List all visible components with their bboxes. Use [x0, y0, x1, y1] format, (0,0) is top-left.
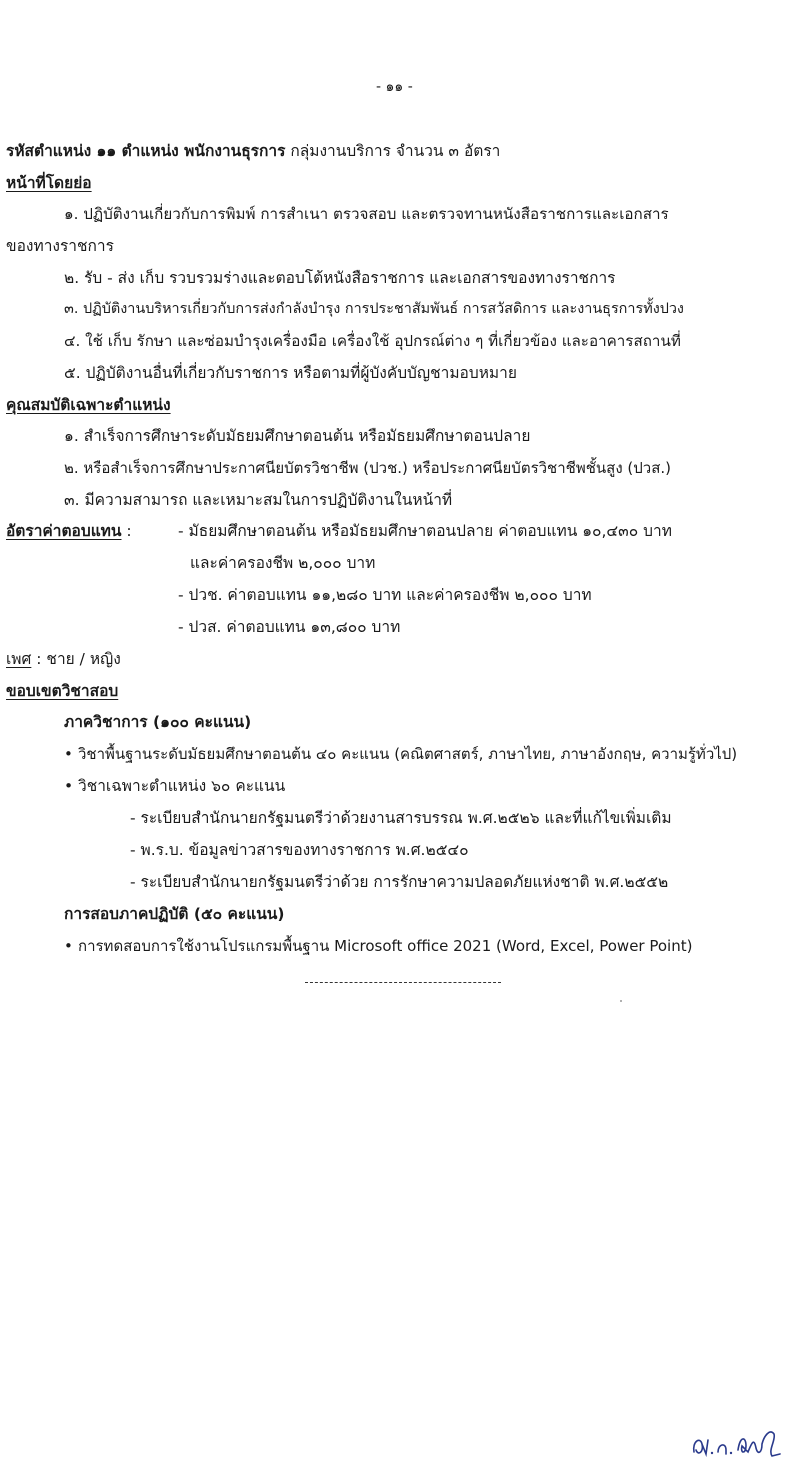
duty-item-continuation: ของทางราชการ — [6, 237, 114, 255]
duty-item: ๑. ปฏิบัติงานเกี่ยวกับการพิมพ์ การสำเนา ตรวจสอบ และตรวจทานหนังสือราชการและเอกสาร — [64, 205, 669, 223]
academic-section-heading: ภาควิชาการ (๑๐๐ คะแนน) — [64, 713, 252, 731]
specific-subject-item: - ระเบียบสำนักนายกรัฐมนตรีว่าด้วยงานสารบรรณ พ.ศ.๒๕๒๖ และที่แก้ไขเพิ่มเติม — [130, 809, 672, 827]
page-number: - ๑๑ - — [376, 79, 413, 95]
gender-label: เพศ — [6, 650, 32, 668]
duties-heading: หน้าที่โดยย่อ — [6, 174, 92, 192]
specific-subject-item: - ระเบียบสำนักนายกรัฐมนตรีว่าด้วย การรักษาความปลอดภัยแห่งชาติ พ.ศ.๒๕๕๒ — [130, 873, 669, 891]
gender-value: : ชาย / หญิง — [31, 650, 121, 668]
compensation-item-continuation: และค่าครองชีพ ๒,๐๐๐ บาท — [190, 554, 376, 572]
signature-initials — [688, 1422, 788, 1462]
qualifications-heading: คุณสมบัติเฉพาะตำแหน่ง — [6, 396, 171, 414]
compensation-label — [6, 520, 132, 542]
scan-speck — [620, 1000, 622, 1002]
specific-subject-item: - พ.ร.บ. ข้อมูลข่าวสารของทางราชการ พ.ศ.๒๕๔๐ — [130, 841, 469, 859]
duty-item: ๒. รับ - ส่ง เก็บ รวบรวมร่างและตอบโต้หนังสือราชการ และเอกสารของทางราชการ — [64, 269, 616, 287]
qualification-item: ๒. หรือสำเร็จการศึกษาประกาศนียบัตรวิชาชีพ (ปวช.) หรือประกาศนียบัตรวิชาชีพชั้นสูง (ปวส.) — [64, 459, 671, 477]
position-group-count: กลุ่มงานบริการ จำนวน ๓ อัตรา — [285, 142, 501, 160]
practical-section-heading: การสอบภาคปฏิบัติ (๕๐ คะแนน) — [64, 905, 285, 923]
gender-line — [6, 648, 121, 670]
compensation-colon: : — [121, 522, 132, 540]
compensation-item: - มัธยมศึกษาตอนต้น หรือมัธยมศึกษาตอนปลาย ค่าตอบแทน ๑๐,๔๓๐ บาท — [178, 522, 672, 540]
academic-specific-subject: • วิชาเฉพาะตำแหน่ง ๖๐ คะแนน — [64, 775, 285, 797]
academic-general-subject: • วิชาพื้นฐานระดับมัธยมศึกษาตอนต้น ๔๐ คะแนน (คณิตศาสตร์, ภาษาไทย, ภาษาอังกฤษ, ความรู้ทั่วไป) — [64, 743, 737, 765]
position-header — [6, 140, 500, 162]
compensation-item: - ปวช. ค่าตอบแทน ๑๑,๒๘๐ บาท และค่าครองชีพ ๒,๐๐๐ บาท — [178, 586, 592, 604]
qualification-item: ๑. สำเร็จการศึกษาระดับมัธยมศึกษาตอนต้น หรือมัธยมศึกษาตอนปลาย — [64, 427, 531, 445]
duty-item: ๔. ใช้ เก็บ รักษา และซ่อมบำรุงเครื่องมือ เครื่องใช้ อุปกรณ์ต่าง ๆ ที่เกี่ยวข้อง และอาคารสถานที่ — [64, 332, 681, 350]
duty-item: ๕. ปฏิบัติงานอื่นที่เกี่ยวกับราชการ หรือตามที่ผู้บังคับบัญชามอบหมาย — [64, 364, 517, 382]
practical-exam-item: • การทดสอบการใช้งานโปรแกรมพื้นฐาน Microsoft office 2021 (Word, Excel, Power Point) — [64, 935, 692, 957]
compensation-item: - ปวส. ค่าตอบแทน ๑๓,๘๐๐ บาท — [178, 618, 401, 636]
section-divider — [305, 982, 501, 983]
exam-scope-heading: ขอบเขตวิชาสอบ — [6, 682, 119, 700]
duty-item: ๓. ปฏิบัติงานบริหารเกี่ยวกับการส่งกำลังบำรุง การประชาสัมพันธ์ การสวัสดิการ และงานธุรการทั้งปวง — [64, 301, 684, 317]
compensation-heading: อัตราค่าตอบแทน — [6, 522, 122, 540]
position-code-title: รหัสตำแหน่ง ๑๑ ตำแหน่ง พนักงานธุรการ — [6, 142, 286, 160]
qualification-item: ๓. มีความสามารถ และเหมาะสมในการปฏิบัติงานในหน้าที่ — [64, 491, 453, 509]
